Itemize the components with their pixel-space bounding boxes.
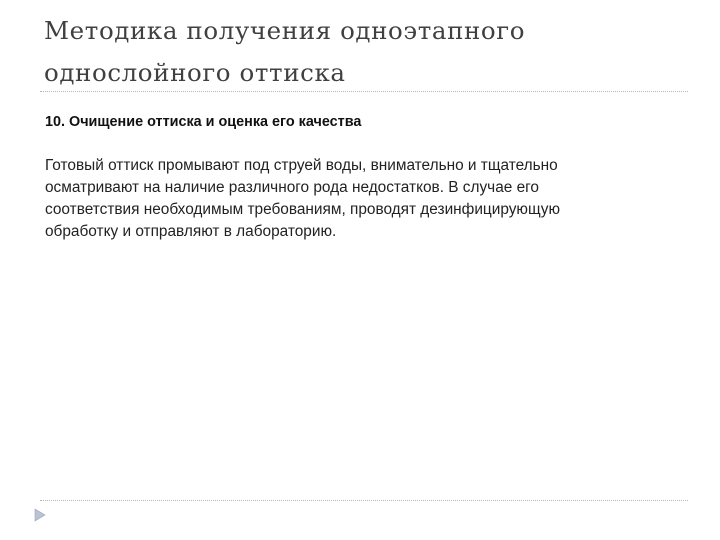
title-divider bbox=[40, 91, 688, 92]
slide-title-line: однослойного оттиска bbox=[44, 58, 346, 87]
body-paragraph bbox=[45, 155, 685, 243]
triangle-right-icon[interactable] bbox=[33, 508, 47, 522]
slide-title bbox=[44, 10, 684, 94]
slide-title-line: Методика получения одноэтапного bbox=[44, 16, 526, 45]
section-heading: 10. Очищение оттиска и оценка его качества bbox=[45, 114, 362, 130]
footer-divider bbox=[40, 500, 688, 501]
body-line: соответствия необходимым требованиям, проводят дезинфицирующую bbox=[45, 201, 561, 218]
body-line: обработку и отправляют в лабораторию. bbox=[45, 223, 337, 240]
body-line: осматривают на наличие различного рода недостатков. В случае его bbox=[45, 179, 539, 196]
body-line: Готовый оттиск промывают под струей воды, внимательно и тщательно bbox=[45, 157, 558, 174]
